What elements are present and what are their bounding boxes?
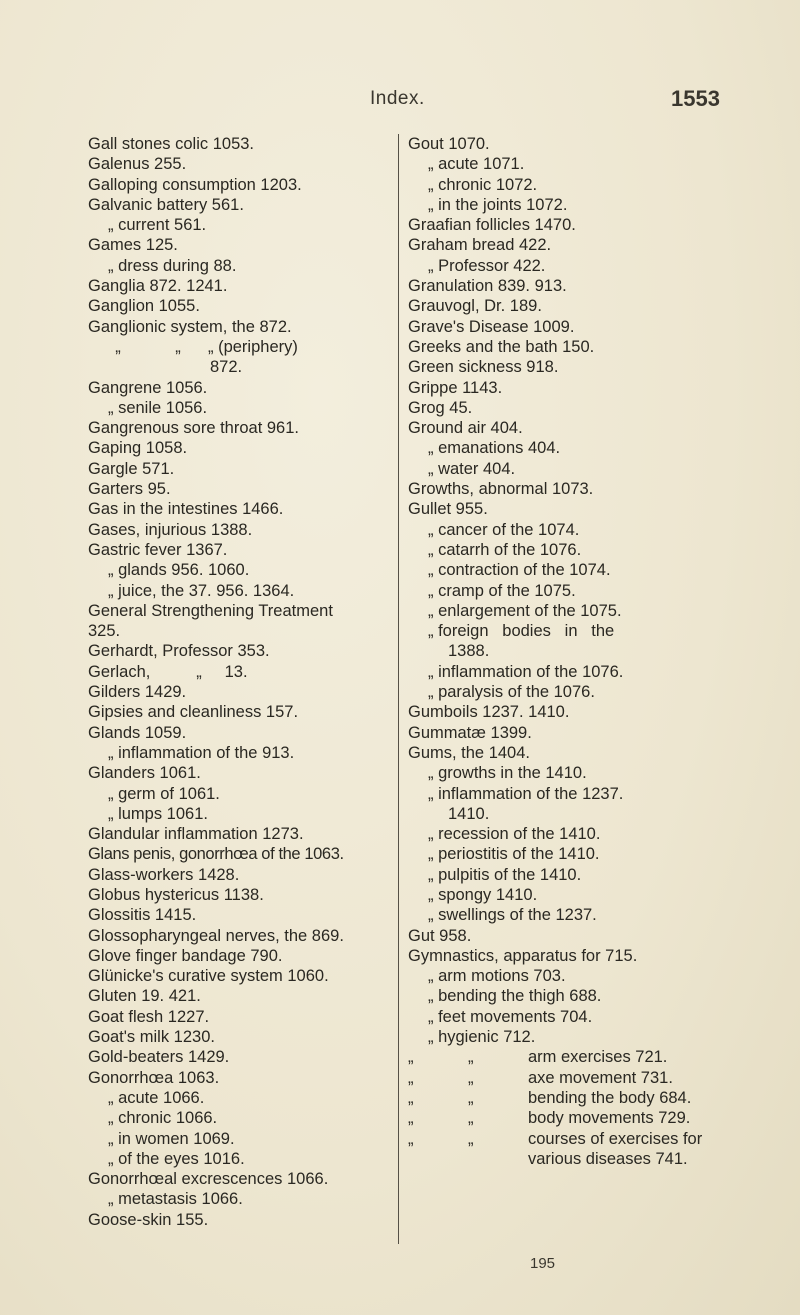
index-entry: Gargle 571. <box>88 459 175 478</box>
index-entry: Graham bread 422. <box>408 236 552 255</box>
index-entry: Gall stones colic 1053. <box>88 135 255 153</box>
index-entry: Gerlach, „ 13. <box>88 662 248 681</box>
page-title: Index. <box>370 88 425 109</box>
index-subentry: „ of the eyes 1016. <box>108 1149 245 1168</box>
index-entry: Granulation 839. 913. <box>408 277 567 296</box>
index-entry: Galloping consumption 1203. <box>88 175 302 194</box>
index-continuation: 325. <box>88 622 121 641</box>
index-subsubentry <box>408 1047 720 1067</box>
index-entry: Gipsies and cleanliness 157. <box>88 703 299 722</box>
index-subentry: „ inflammation of the 1237. <box>428 784 624 803</box>
index-subentry: „ feet movements 704. <box>428 1007 593 1026</box>
index-entry: Goose-skin 155. <box>88 1210 209 1229</box>
index-entry: Gonorrhœa 1063. <box>88 1068 220 1087</box>
index-subentry: „ arm motions 703. <box>428 967 566 986</box>
index-entry: Gases, injurious 1388. <box>88 520 253 539</box>
ditto-mark: „ <box>408 1109 414 1128</box>
index-subentry: „ enlargement of the 1075. <box>428 601 622 620</box>
index-entry: Gummatæ 1399. <box>408 723 532 742</box>
index-subentry: „ cancer of the 1074. <box>428 520 580 539</box>
index-entry: Glans penis, gonorrhœa of the 1063. <box>88 845 344 864</box>
index-subentry: „ current 561. <box>108 216 207 235</box>
index-entry: Glove finger bandage 790. <box>88 946 283 965</box>
index-subentry: „ in the joints 1072. <box>428 195 568 214</box>
index-subsubentry <box>408 1068 720 1088</box>
index-entry: Glossopharyngeal nerves, the 869. <box>88 926 344 945</box>
index-entry: Goat's milk 1230. <box>88 1028 215 1047</box>
index-subentry: „ catarrh of the 1076. <box>428 540 582 559</box>
index-entry: Goat flesh 1227. <box>88 1007 210 1026</box>
index-entry: Gullet 955. <box>408 500 488 519</box>
index-entry: Gerhardt, Professor 353. <box>88 642 270 661</box>
index-entry: Grauvogl, Dr. 189. <box>408 297 542 316</box>
index-entry: Glass-workers 1428. <box>88 865 240 884</box>
index-subentry: „ chronic 1072. <box>428 175 538 194</box>
index-subentry <box>88 337 398 357</box>
subsubentry-text: courses of exercises for various diseases 741. <box>528 1129 703 1168</box>
index-entry: Glanders 1061. <box>88 764 201 783</box>
index-entry: Glands 1059. <box>88 723 187 742</box>
right-column <box>408 134 720 1169</box>
index-subentry: „ acute 1071. <box>428 155 525 174</box>
subsubentry-text: axe movement 731. <box>528 1068 673 1087</box>
index-subentry: „ in women 1069. <box>108 1129 235 1148</box>
index-subentry: „ pulpitis of the 1410. <box>428 865 582 884</box>
index-entry: Gonorrhœal excrescences 1066. <box>88 1170 329 1189</box>
ditto-mark: „ <box>468 1109 474 1128</box>
index-subentry: „ water 404. <box>428 459 516 478</box>
index-entry: Greeks and the bath 150. <box>408 337 595 356</box>
index-entry: Grippe 1143. <box>408 378 503 397</box>
index-subentry: „ glands 956. 1060. <box>108 561 250 580</box>
index-entry: Ganglia 872. 1241. <box>88 277 228 296</box>
index-subentry: „ foreign bodies in the <box>428 622 615 641</box>
ditto-mark: „ <box>468 1068 474 1087</box>
index-entry: Gas in the intestines 1466. <box>88 500 284 519</box>
index-continuation: 1388. <box>448 642 490 661</box>
ditto-mark: „ <box>408 1068 414 1087</box>
index-entry: Globus hystericus 1138. <box>88 885 264 904</box>
subsubentry-text: arm exercises 721. <box>528 1048 668 1067</box>
signature-mark: 195 <box>530 1255 556 1272</box>
index-entry: Grave's Disease 1009. <box>408 317 575 336</box>
index-entry: Garters 95. <box>88 480 171 499</box>
index-subentry: „ senile 1056. <box>108 398 208 417</box>
index-entry: General Strengthening Treatment <box>88 601 333 620</box>
subsubentry-text: body movements 729. <box>528 1109 691 1128</box>
index-continuation: 1410. <box>448 804 490 823</box>
index-entry: Gums, the 1404. <box>408 743 530 762</box>
subsubentry-text: bending the body 684. <box>528 1088 692 1107</box>
index-subentry: „ periostitis of the 1410. <box>428 845 600 864</box>
index-entry: Graafian follicles 1470. <box>408 216 576 235</box>
index-entry: Games 125. <box>88 236 178 255</box>
index-entry: Green sickness 918. <box>408 358 559 377</box>
ditto-mark: „ <box>175 337 181 356</box>
column-divider <box>398 134 399 1244</box>
ditto-mark: „ <box>468 1129 474 1148</box>
index-subentry: „ growths in the 1410. <box>428 764 587 783</box>
index-subentry: „ Professor 422. <box>428 256 546 275</box>
index-entry: Galvanic battery 561. <box>88 195 244 214</box>
index-subentry: „ recession of the 1410. <box>428 825 601 844</box>
index-subentry: „ germ of 1061. <box>108 784 220 803</box>
ditto-mark: „ <box>408 1088 414 1107</box>
index-entry: Glandular inflammation 1273. <box>88 825 304 844</box>
index-subentry: „ spongy 1410. <box>428 885 538 904</box>
index-subentry: „ contraction of the 1074. <box>428 561 611 580</box>
ditto-mark: „ <box>468 1088 474 1107</box>
index-subentry: „ chronic 1066. <box>108 1109 218 1128</box>
index-entry: Gumboils 1237. 1410. <box>408 703 570 722</box>
index-entry: Gangrenous sore throat 961. <box>88 419 299 438</box>
ditto-mark: „ <box>468 1048 474 1067</box>
page-number: 1553 <box>671 86 720 111</box>
index-subentry: „ bending the thigh 688. <box>428 987 602 1006</box>
ditto-mark: „ <box>408 1129 414 1148</box>
subentry-text: „ (periphery) <box>208 337 298 356</box>
index-subentry: „ emanations 404. <box>428 439 561 458</box>
index-entry: Growths, abnormal 1073. <box>408 480 594 499</box>
index-entry: Ground air 404. <box>408 419 523 438</box>
index-entry: Gluten 19. 421. <box>88 987 201 1006</box>
index-entry: Gastric fever 1367. <box>88 540 228 559</box>
index-entry: Gaping 1058. <box>88 439 188 458</box>
index-entry: Grog 45. <box>408 398 473 417</box>
index-entry: Galenus 255. <box>88 155 187 174</box>
index-subentry: „ acute 1066. <box>108 1088 205 1107</box>
index-subentry: „ juice, the 37. 956. 1364. <box>108 581 295 600</box>
index-entry: Gold-beaters 1429. <box>88 1048 230 1067</box>
index-subentry: „ hygienic 712. <box>428 1028 536 1047</box>
index-entry: Gilders 1429. <box>88 683 187 702</box>
index-continuation: 872. <box>210 358 243 377</box>
index-entry: Glünicke's curative system 1060. <box>88 967 329 986</box>
index-entry: Gout 1070. <box>408 135 490 153</box>
left-column <box>88 134 398 1230</box>
index-entry: Ganglionic system, the 872. <box>88 317 292 336</box>
index-entry: Glossitis 1415. <box>88 906 197 925</box>
index-subsubentry <box>408 1129 720 1170</box>
index-entry: Ganglion 1055. <box>88 297 200 316</box>
ditto-mark: „ <box>408 1048 414 1067</box>
index-subentry: „ lumps 1061. <box>108 804 208 823</box>
index-entry: Gut 958. <box>408 926 472 945</box>
index-subentry: „ dress during 88. <box>108 256 237 275</box>
index-entry: Gymnastics, apparatus for 715. <box>408 946 638 965</box>
index-subentry: „ inflammation of the 913. <box>108 743 295 762</box>
index-subentry: „ paralysis of the 1076. <box>428 683 595 702</box>
index-subsubentry <box>408 1088 720 1108</box>
ditto-mark: „ <box>115 337 121 356</box>
index-subentry: „ inflammation of the 1076. <box>428 662 624 681</box>
index-entry: Gangrene 1056. <box>88 378 208 397</box>
index-subentry: „ swellings of the 1237. <box>428 906 597 925</box>
index-subentry: „ metastasis 1066. <box>108 1190 243 1209</box>
index-subsubentry <box>408 1108 720 1128</box>
index-subentry: „ cramp of the 1075. <box>428 581 576 600</box>
